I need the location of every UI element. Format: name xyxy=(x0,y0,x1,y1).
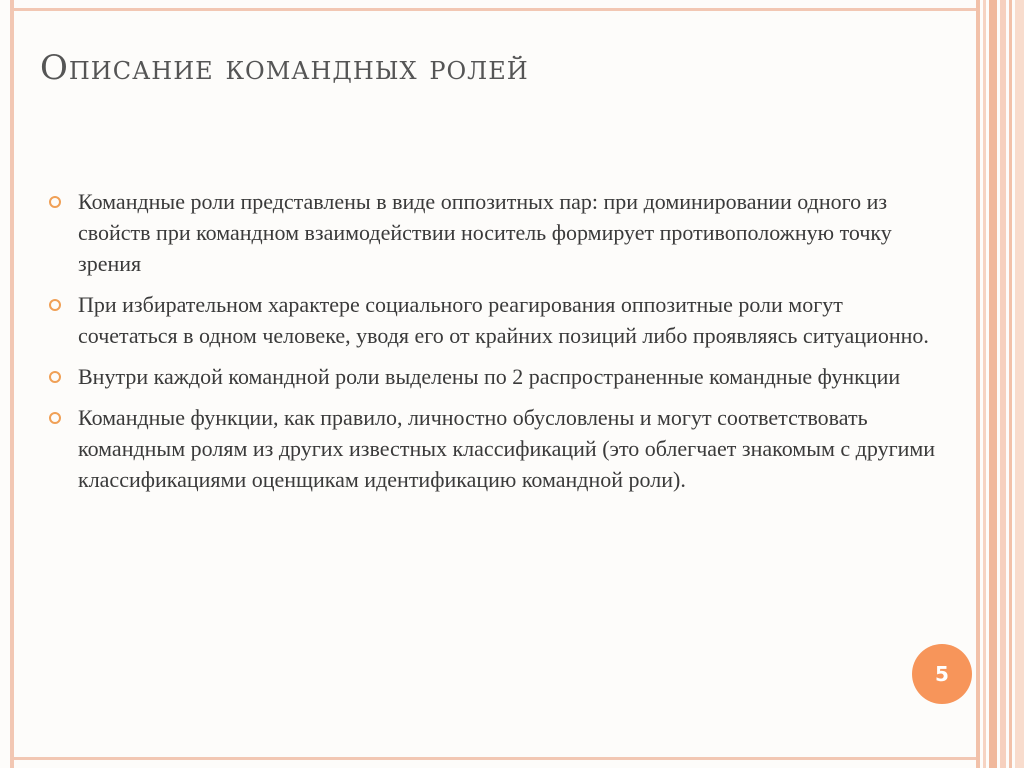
decorative-stripe xyxy=(1015,0,1024,768)
decorative-stripe xyxy=(983,0,986,768)
frame-top-border xyxy=(10,8,976,11)
bullet-list xyxy=(46,186,946,505)
bullet-text: Внутри каждой командной роли выделены по 2 распространенные командные функции xyxy=(78,364,901,389)
bullet-item xyxy=(46,289,946,351)
slide-title: Описание командных ролей xyxy=(40,48,529,88)
decorative-stripe xyxy=(989,0,997,768)
circle-bullet-icon xyxy=(49,412,61,424)
bullet-text: Командные функции, как правило, личностно обусловлены и могут соответствовать командным ролям из других известных классификаций (это облегчает знакомым с другими классификациями оценщикам идентификацию командной роли). xyxy=(78,405,936,492)
circle-bullet-icon xyxy=(49,371,61,383)
decorative-stripe xyxy=(1009,0,1012,768)
circle-bullet-icon xyxy=(49,196,61,208)
bullet-item xyxy=(46,402,946,495)
page-number-badge: 5 xyxy=(912,644,972,704)
decorative-stripe xyxy=(976,0,980,768)
frame-left-border xyxy=(10,0,14,768)
bullet-text: Командные роли представлены в виде оппозитных пар: при доминировании одного из свойств при командном взаимодействии носитель формирует противоположную точку зрения xyxy=(78,189,892,276)
circle-bullet-icon xyxy=(49,299,61,311)
bullet-item xyxy=(46,186,946,279)
bullet-text: При избирательном характере социального реагирования оппозитные роли могут сочетаться в одном человеке, уводя его от крайних позиций либо проявляясь ситуационно. xyxy=(78,292,929,348)
decorative-stripe xyxy=(1000,0,1006,768)
frame-bottom-border xyxy=(10,757,976,760)
bullet-item xyxy=(46,361,946,392)
